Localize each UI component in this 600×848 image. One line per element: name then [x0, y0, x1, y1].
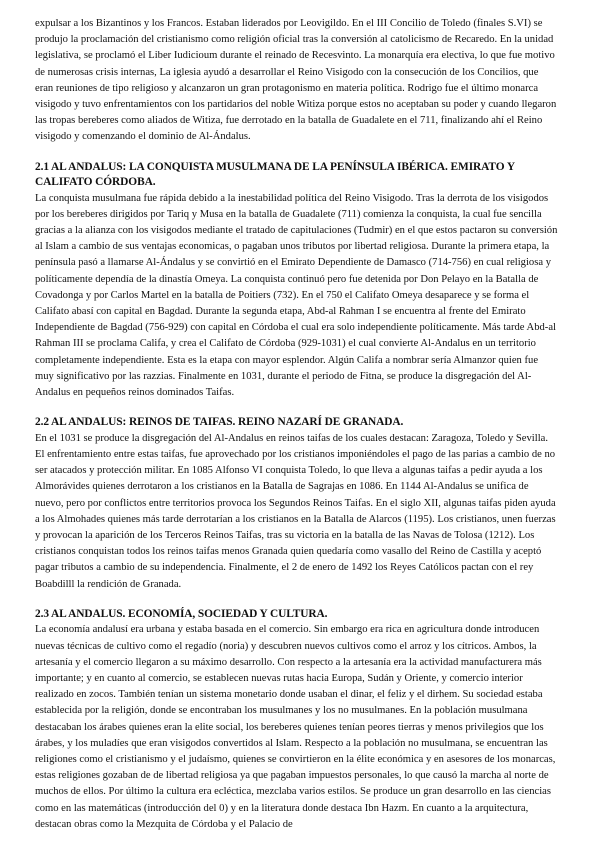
section-heading-economia: 2.3 AL ANDALUS. ECONOMÍA, SOCIEDAD Y CULTURA.: [35, 607, 328, 620]
section-heading-taifas: 2.2 AL ANDALUS: REINOS DE TAIFAS. REINO NAZARÍ DE GRANADA.: [35, 416, 404, 429]
section-body-conquista: La conquista musulmana fue rápida debido a la inestabilidad política del Reino Visigodo. Tras la derrota de los visigodos por los bereberes dirigidos por Tariq y Musa en la batalla de Guadalete (711) comienza la conquista, la cual fue sencilla gracias a la alianza con los visigodos mediante el tratado de capitulaciones (Tudmir) en el que estos pactaron su conversión al Islam a cambio de sus ventajas economicas, o pagaban unos tributos por libertad religiosa. Durante la primera etapa, la península pasó a llamarse Al-Ándalus y se convirtió en el Emirato Dependiente de Damasco (714-756) en cual religiosa y políticamente dependía de la dinastía Omeya. La conquista continuó pero fue detenida por Don Pelayo en la Batalla de Covadonga y por Carlos Martel en la batalla de Poitiers (732). En el 750 el Califato Omeya desaparece y se forma el Califato abasí con capital en Bagdad. Durante la segunda etapa, Abd-al Rahman I se encuentra al frente del Emirato Independiente de Bagdad (756-929) con capital en Córdoba el cual era solo independiente políticamente. Más tarde Abd-al Rahman III se proclama Califa, y crea el Califato de Córdoba (929-1031) el cual convierte Al-Andalus en un territorio completamente independiente. Esta es la etapa con mayor esplendor. Algún Califa a nombrar sería Almanzor quien fue muy significativo por las razzias. Finalmente en 1031, durante el periodo de Fitna, se produce la disgregación del Al-Andalus en pequeños reinos dominados Taifas.: [35, 192, 558, 399]
intro-paragraph: expulsar a los Bizantinos y los Francos. Estaban liderados por Leovigildo. En el III Concilio de Toledo (finales S.VI) se produjo la proclamación del cristianismo como religión oficial tras la conversión al catolicismo de Recaredo. En la unidad legislativa, se proclamó el Liber Iudicioum durante el reinado de Recesvinto. La monarquía era electiva, lo que fue motivo de numerosas crisis internas, La iglesia ayudó a desarrollar el Reino Visigodo con la consecución de los Concilios, que eran reuniones de tipo religioso y alcanzaron un gran protagonismo en materia política. Rodrigo fue el último monarca visigodo y tuvo enfrentamientos con los partidarios del noble Witiza porque estos no aceptaban su poder y cuando llegaron las tropas bereberes como aliados de Witiza, fue derrotado en la batalla de Guadalete en el 711, finalizando ahí el Reino visigodo y comenzando el dominio de Al-Ándalus.: [35, 18, 557, 143]
section-body-economia: La economía andalusí era urbana y estaba basada en el comercio. Sin embargo era rica en agricultura donde introducen nuevas técnicas de cultivo como el regadío (noria) y descubren nuevos cultivos como el arroz y los cítricos. Ambos, la artesanía y el comercio llegaron a su máximo desarrollo. Con respecto a la artesanía era la actividad manufacturera más importante; y en cuanto al comercio, se establecen nuevas rutas hacia Europa, Sudán y Oriente, y comercio interior realizado en zocos. También tenían un sistema monetario donde usaban el dinar, el feliz y el dirhem. Su sociedad estaba establecida por la religión, donde se encontraban los musulmanes y los no musulmanes. En la población musulmana destacaban los árabes quienes eran la elite social, los bereberes quienes tenían peores tierras y menos privilegios que los árabes, y los muladíes que eran visigodos convertidos al Islam. Respecto a la población no musulmana, se encuentran las religiones como el cristianismo y el judaísmo, quienes se convirtieron en la élite económica y en asesores de los monarcas, estas religiones gozaban de de libertad religiosa ya que pagaban impuestos personales, lo que causó la marcha al norte de muchos de ellos. Por último la cultura era ecléctica, mezclaba varios estilos. Se produce un gran desarrollo en las ciencias como en las matemáticas (introducción del 0) y en la literatura donde destaca Ibn Hazm. En cuanto a la arquitectura, destacan obras como la Mezquita de Córdoba y el Palacio de: [35, 624, 556, 830]
section-heading-conquista: 2.1 AL ANDALUS: LA CONQUISTA MUSULMANA DE LA PENÍNSULA IBÉRICA. EMIRATO Y CALIFATO CÓRDOBA.: [35, 160, 515, 189]
section-body-taifas: En el 1031 se produce la disgregación del Al-Andalus en reinos taifas de los cuales destacan: Zaragoza, Toledo y Sevilla. El enfrentamiento entre estas taifas, fue aprovechado por los cristianos imponiéndoles el pago de las parias a cambio de no ser atacados y protección militar. En 1085 Alfonso VI conquista Toledo, lo que lleva a algunas taifas a pedir ayuda a los Almorávides quienes derrotaron a los cristianos en la Batalla de Sagrajas en 1086. En 1144 Al-Andalus se unifica de nuevo, pero por conflictos entre territorios provoca los Segundos Reinos Taifas. En el siglo XII, algunas taifas piden ayuda a los Almohades quienes más tarde derrotarían a los cristianos en la Batalla de Alarcos (1195). Los cristianos, unen fuerzas y provocan la aparición de los Terceros Reinos Taifas, tras su victoria en la batalla de las Navas de Tolosa (1212). Los cristianos conquistan todos los reinos taifas menos Granada quien quedaría como vasallo del Reino de Castilla y aceptó pagar tributos a cambio de su independencia. Finalmente, el 2 de enero de 1492 los Reyes Católicos pactan con el rey Boabdilll la rendición de Granada.: [35, 432, 556, 590]
